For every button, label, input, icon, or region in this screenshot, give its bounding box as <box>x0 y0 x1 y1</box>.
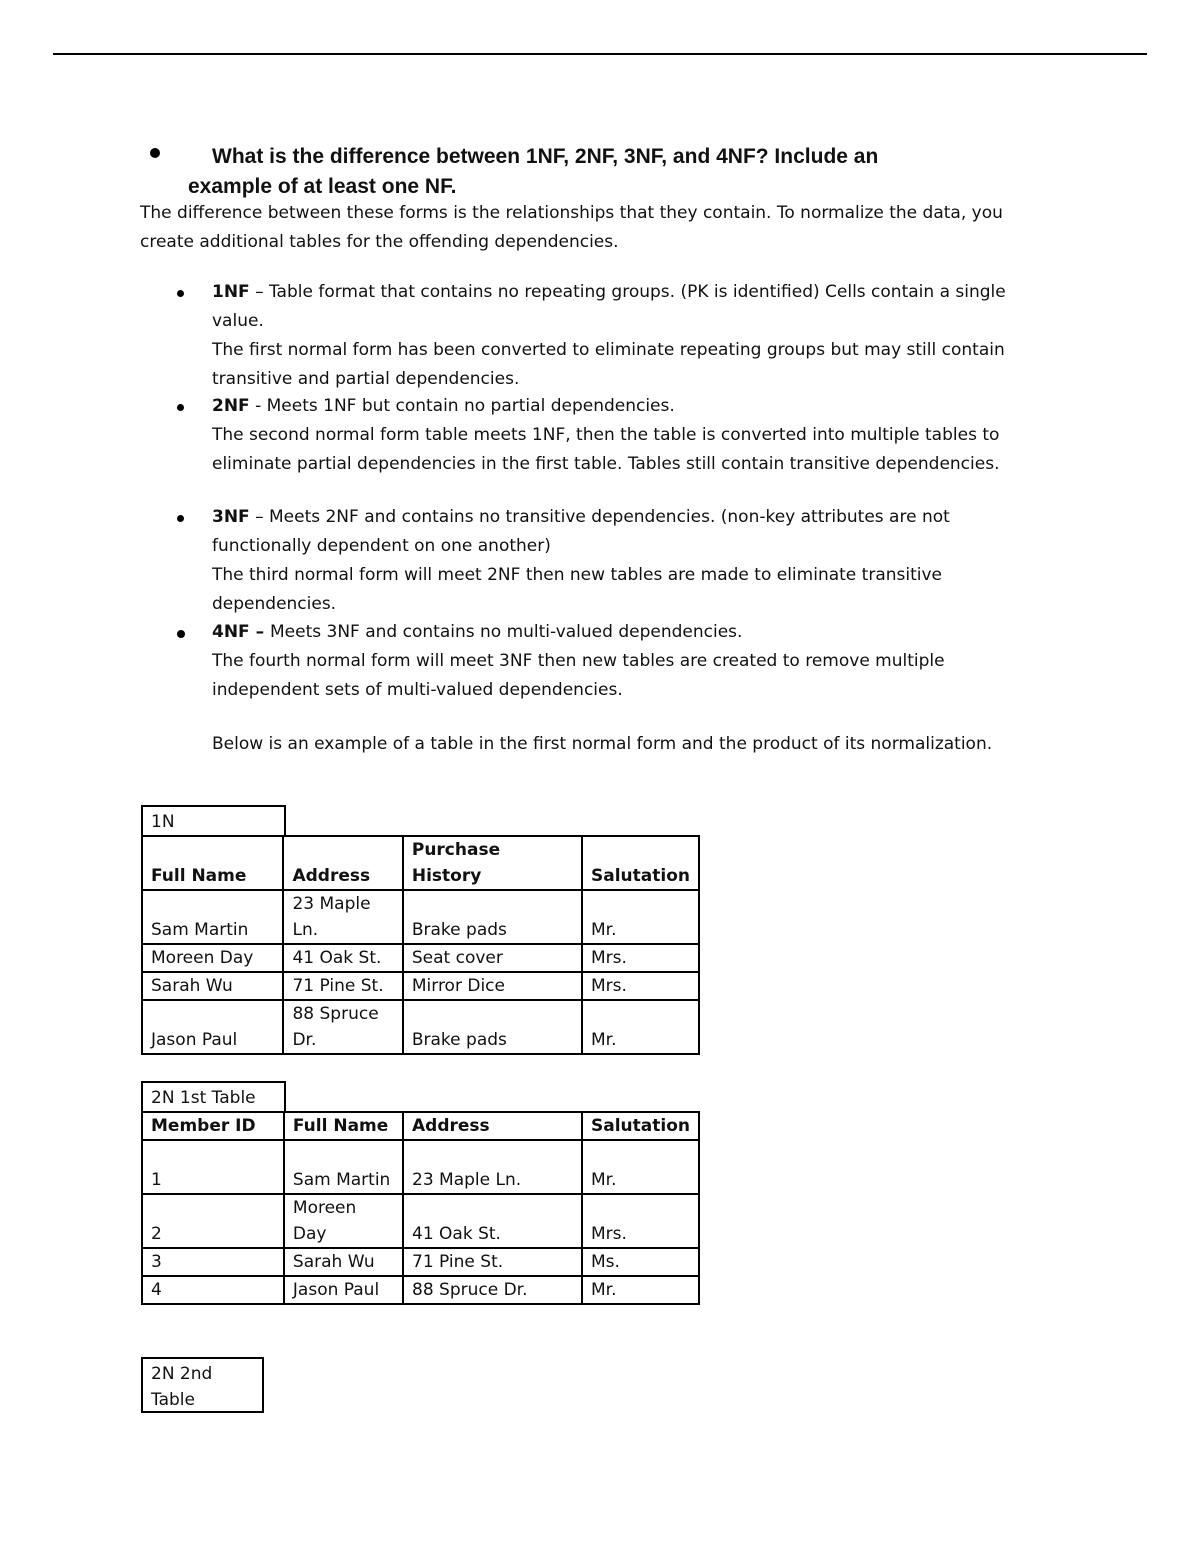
table-cell: 41 Oak St. <box>283 944 402 972</box>
table-row <box>142 890 699 944</box>
table-cell: 88 Spruce Dr. <box>283 1000 402 1054</box>
header-cell: Salutation <box>582 836 699 890</box>
table-2n-first <box>141 1111 700 1305</box>
table-cell: Mrs. <box>582 972 699 1000</box>
caption-text: 2N 2nd Table <box>151 1364 213 1410</box>
explanation: The fourth normal form will meet 3NF then new tables are created to remove multiple independent sets of multi-valued dependencies. <box>212 651 945 700</box>
table-cell: 3 <box>142 1248 284 1276</box>
term: 1NF <box>212 282 250 302</box>
table-cell: Moreen Day <box>284 1194 403 1248</box>
table-cell: 2 <box>142 1194 284 1248</box>
table-row <box>142 944 699 972</box>
header-cell: Member ID <box>142 1112 284 1140</box>
table-cell: Mr. <box>582 1276 699 1304</box>
top-rule <box>53 53 1147 55</box>
definition: – Meets 2NF and contains no transitive dependencies. (non-key attributes are not functionally dependent on one another) <box>212 507 950 556</box>
table-cell: Mr. <box>582 1000 699 1054</box>
term: 3NF <box>212 507 250 527</box>
table-row <box>142 972 699 1000</box>
bullet-icon <box>177 404 184 411</box>
table-cell: Mr. <box>582 1140 699 1194</box>
table-row <box>142 1000 699 1054</box>
table-cell: Sam Martin <box>284 1140 403 1194</box>
header-cell: Address <box>283 836 402 890</box>
definition: – Table format that contains no repeating groups. (PK is identified) Cells contain a single value. <box>212 282 1006 331</box>
question-line-2: example of at least one NF. <box>188 175 457 198</box>
explanation: The third normal form will meet 2NF then new tables are made to eliminate transitive dependencies. <box>212 565 942 614</box>
table-row <box>142 1140 699 1194</box>
table-cell: Seat cover <box>403 944 582 972</box>
definition: - Meets 1NF but contain no partial dependencies. <box>249 396 675 416</box>
table-cell: 1 <box>142 1140 284 1194</box>
table-1n <box>141 835 700 1055</box>
table-header-row <box>142 1112 699 1140</box>
bullet-icon <box>177 630 185 638</box>
table-row <box>142 1248 699 1276</box>
bullet-icon <box>150 148 160 158</box>
table-cell: Brake pads <box>403 890 582 944</box>
table-caption <box>141 805 286 837</box>
header-cell: Full Name <box>142 836 283 890</box>
intro-paragraph: The difference between these forms is the relationships that they contain. To normalize the data, you create additional tables for the offending dependencies. <box>140 203 1003 252</box>
table-cell: 71 Pine St. <box>403 1248 582 1276</box>
table-cell: 4 <box>142 1276 284 1304</box>
table-cell: 41 Oak St. <box>403 1194 582 1248</box>
table-caption <box>141 1357 264 1413</box>
header-cell: Address <box>403 1112 582 1140</box>
table-cell: 88 Spruce Dr. <box>403 1276 582 1304</box>
table-cell: Sam Martin <box>142 890 283 944</box>
example-intro: Below is an example of a table in the first normal form and the product of its normalization. <box>212 734 993 754</box>
table-cell: Sarah Wu <box>142 972 283 1000</box>
table-cell: 71 Pine St. <box>283 972 402 1000</box>
table-cell: Brake pads <box>403 1000 582 1054</box>
table-cell: Jason Paul <box>142 1000 283 1054</box>
table-cell: Mrs. <box>582 944 699 972</box>
explanation: The second normal form table meets 1NF, then the table is converted into multiple tables to eliminate partial dependencies in the first table. Tables still contain transitive dependencies. <box>212 425 1000 474</box>
caption-text: 1N <box>151 812 175 832</box>
table-cell: Ms. <box>582 1248 699 1276</box>
table-caption <box>141 1081 286 1113</box>
table-row <box>142 1194 699 1248</box>
header-cell: Salutation <box>582 1112 699 1140</box>
table-row <box>142 1276 699 1304</box>
table-cell: Mirror Dice <box>403 972 582 1000</box>
table-cell: Jason Paul <box>284 1276 403 1304</box>
table-cell: Sarah Wu <box>284 1248 403 1276</box>
table-cell: Mr. <box>582 890 699 944</box>
term: 4NF – <box>212 622 271 642</box>
table-cell: Moreen Day <box>142 944 283 972</box>
header-cell: Full Name <box>284 1112 403 1140</box>
bullet-icon <box>177 515 184 522</box>
table-cell: Mrs. <box>582 1194 699 1248</box>
bullet-icon <box>177 290 184 297</box>
caption-text: 2N 1st Table <box>151 1088 256 1108</box>
header-cell: Purchase History <box>403 836 582 890</box>
question-line-1: What is the difference between 1NF, 2NF, 3NF, and 4NF? Include an <box>212 145 879 168</box>
explanation: The first normal form has been converted to eliminate repeating groups but may still contain transitive and partial dependencies. <box>212 340 1005 389</box>
table-cell: 23 Maple Ln. <box>283 890 402 944</box>
table-cell: 23 Maple Ln. <box>403 1140 582 1194</box>
table-header-row <box>142 836 699 890</box>
term: 2NF <box>212 396 250 416</box>
definition: Meets 3NF and contains no multi-valued dependencies. <box>270 622 743 642</box>
